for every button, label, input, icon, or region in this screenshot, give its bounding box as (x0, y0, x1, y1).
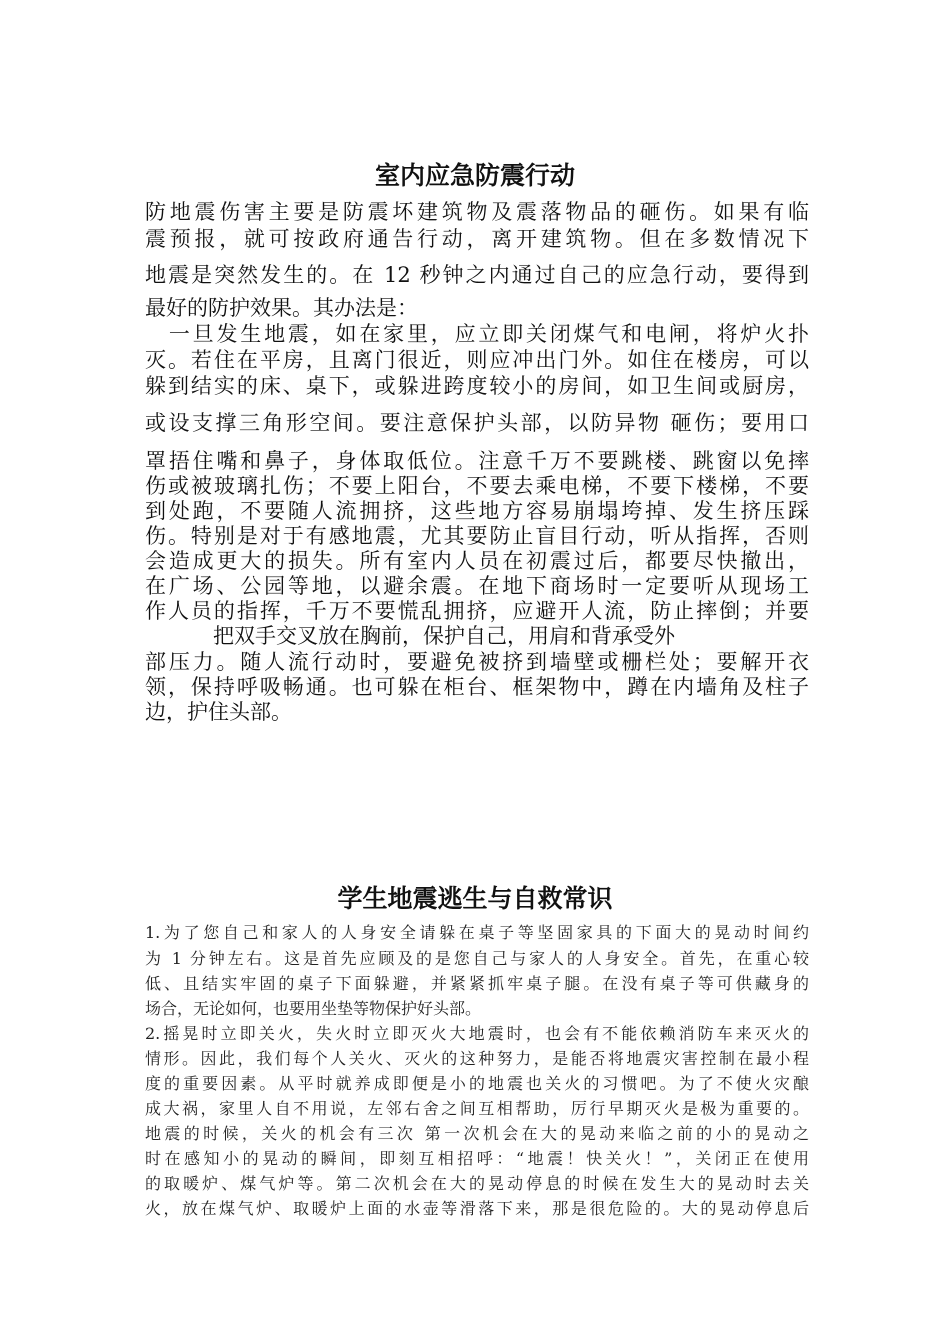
paragraph-line: 震预报，就可按政府通告行动，离开建筑物。但在多数情况下 (145, 227, 809, 251)
section-title-student-earthquake-escape: 学生地震逃生与自救常识 (337, 884, 613, 913)
paragraph-line: 部压力。随人流行动时，要避免被挤到墙壁或栅栏处；要解开衣 (145, 650, 809, 674)
paragraph-line: 时在感知小的晃动的瞬间，即刻互相招呼：“地震！快关火！”，关闭正在使用 (145, 1149, 809, 1168)
paragraph-line: 的取暖炉、煤气炉等。第二次机会在大的晃动停息的时候在发生大的晃动时去关 (145, 1174, 809, 1193)
paragraph-line: 低、且结实牢固的桌子下面躲避，并紧紧抓牢桌子腿。在没有桌子等可供藏身的 (145, 974, 809, 993)
paragraph-line: 伤。特别是对于有感地震，尤其要防止盲目行动，听从指挥，否则 (145, 524, 809, 548)
paragraph-line: 地震是突然发生的。在 12 秒钟之内通过自己的应急行动，要得到 (145, 263, 809, 287)
paragraph-line: 到处跑，不要随人流拥挤，这些地方容易崩塌垮掉、发生挤压踩 (145, 499, 809, 523)
paragraph-line: 作人员的指挥，千万不要慌乱拥挤，应避开人流，防止摔倒；并要 (145, 599, 809, 623)
paragraph-line: 躲到结实的床、桌下，或躲进跨度较小的房间，如卫生间或厨房， (145, 374, 809, 398)
paragraph-line: 伤或被玻璃扎伤；不要上阳台，不要去乘电梯，不要下楼梯，不要 (145, 474, 809, 498)
section-title-indoor-quake-action: 室内应急防震行动 (374, 161, 575, 190)
paragraph-line: 灭。若住在平房，且离门很近，则应冲出门外。如住在楼房，可以 (145, 348, 809, 372)
paragraph-line: 把双手交叉放在胸前，保护自己，用肩和背承受外 (213, 624, 675, 648)
paragraph-line: 最好的防护效果。其办法是： (145, 296, 418, 320)
paragraph-line: 情形。因此，我们每个人关火、灭火的这种努力，是能否将地震灾害控制在最小程 (145, 1049, 809, 1068)
paragraph-line: 地震的时候，关火的机会有三次 第一次机会在大的晃动来临之前的小的晃动之 (145, 1124, 809, 1143)
paragraph-line: 2.摇晃时立即关火，失火时立即灭火大地震时，也会有不能依赖消防车来灭火的 (145, 1024, 809, 1043)
paragraph-line: 场合，无论如何，也要用坐垫等物保护好头部。 (145, 999, 482, 1018)
paragraph-line: 罩捂住嘴和鼻子，身体取低位。注意千万不要跳楼、跳窗以免摔 (145, 449, 809, 473)
paragraph-line: 或设支撑三角形空间。要注意保护头部，以防异物 砸伤；要用口 (145, 411, 809, 435)
paragraph-line: 成大祸，家里人自不用说，左邻右舍之间互相帮助，厉行早期灭火是极为重要的。 (145, 1099, 809, 1118)
paragraph-line: 为 1 分钟左右。这是首先应顾及的是您自己与家人的人身安全。首先，在重心较 (145, 949, 809, 968)
paragraph-line: 度的重要因素。从平时就养成即便是小的地震也关火的习惯吧。为了不使火灾酿 (145, 1074, 809, 1093)
paragraph-line: 防地震伤害主要是防震坏建筑物及震落物品的砸伤。如果有临 (145, 200, 809, 224)
paragraph-line: 一旦发生地震，如在家里，应立即关闭煤气和电闸，将炉火扑 (145, 322, 809, 346)
paragraph-line: 领，保持呼吸畅通。也可躲在柜台、框架物中，蹲在内墙角及柱子 (145, 675, 809, 699)
paragraph-line: 会造成更大的损失。所有室内人员在初震过后，都要尽快撤出， (145, 549, 809, 573)
paragraph-line: 火，放在煤气炉、取暖炉上面的水壶等滑落下来，那是很危险的。大的晃动停息后 (145, 1199, 809, 1218)
paragraph-line: 在广场、公园等地，以避余震。在地下商场时一定要听从现场工 (145, 574, 809, 598)
paragraph-line: 1.为了您自己和家人的人身安全请躲在桌子等坚固家具的下面大的晃动时间约 (145, 923, 809, 942)
paragraph-line: 边，护住头部。 (145, 700, 292, 724)
